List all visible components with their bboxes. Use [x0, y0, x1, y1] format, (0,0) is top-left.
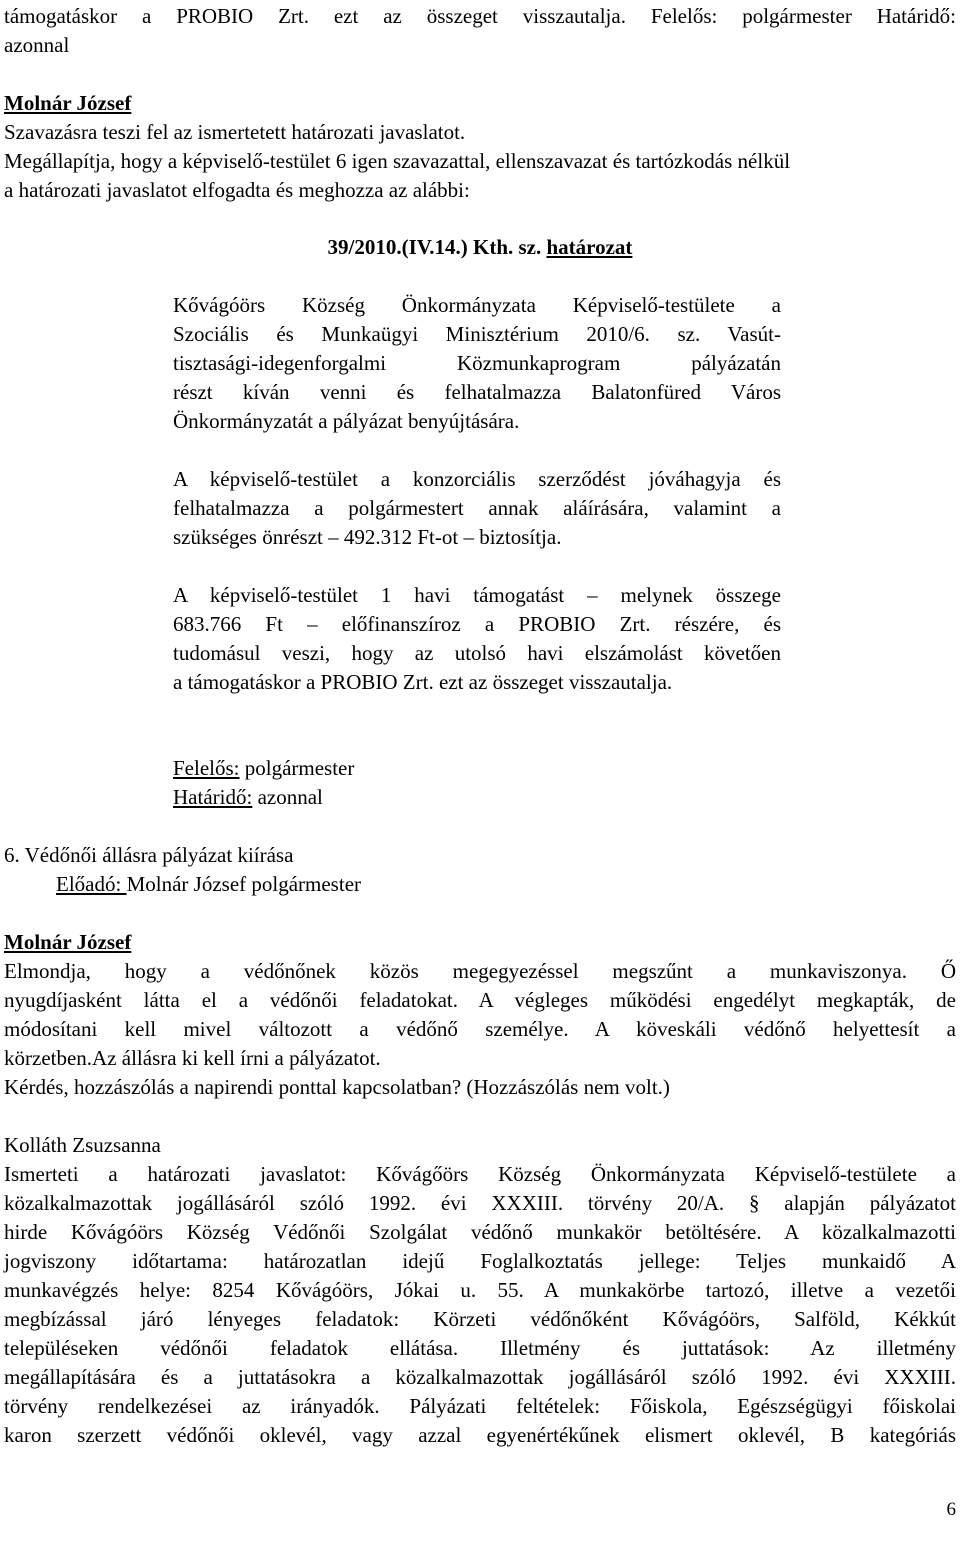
agenda-item-title: 6. Védőnői állásra pályázat kiírása [4, 843, 294, 867]
speaker-text-line: karon szerzett védőnői oklevél, vagy azzal egyenértékűnek elismert oklevél, B kategóriás [4, 1423, 956, 1447]
deadline-label: Határidő: [173, 785, 253, 809]
responsible-label: Felelős: [173, 756, 240, 780]
resolution-line: tudomásul veszi, hogy az utolsó havi elszámolást követően [173, 641, 781, 665]
speaker-text-line: Szavazásra teszi fel az ismertetett határozati javaslatot. [4, 120, 466, 144]
resolution-paragraph-1 [173, 291, 781, 436]
resolution-line: szükséges önrészt – 492.312 Ft-ot – biztosítja. [173, 525, 562, 549]
resolution-line: Szociális és Munkaügyi Minisztérium 2010/6. sz. Vasút- [173, 322, 781, 346]
resolution-paragraph-2 [173, 465, 781, 552]
resolution-title [0, 233, 960, 262]
resolution-line: A képviselő-testület a konzorciális szerződést jóváhagyja és [173, 467, 781, 491]
resolution-line: tisztasági-idegenforgalmi Közmunkaprogram pályázatán [173, 351, 781, 375]
presenter-label: Előadó: [56, 872, 127, 896]
responsible-line [173, 754, 354, 783]
speaker-name: Kolláth Zsuzsanna [4, 1133, 161, 1157]
resolution-line: Önkormányzatát a pályázat benyújtására. [173, 409, 520, 433]
resolution-paragraph-3 [173, 581, 781, 697]
speaker-text-line: jogviszony időtartama: határozatlan idejű Foglalkoztatás jellege: Teljes munkaidő A [4, 1249, 956, 1273]
top-line-2: azonnal [4, 33, 70, 57]
speaker-name: Molnár József [4, 91, 132, 115]
deadline-value: azonnal [252, 785, 323, 809]
speaker-text-line: hirde Kővágóörs Község Védőnői Szolgálat védőnő munkakör betöltésére. A közalkalmazotti [4, 1220, 956, 1244]
speaker-text-line: megállapítására és a juttatásokra a közalkalmazottak jogállásáról szóló 1992. évi XXXIII. [4, 1365, 956, 1389]
speaker-text-line: körzetben.Az állásra ki kell írni a pályázatot. [4, 1046, 381, 1070]
resolution-line: A képviselő-testület 1 havi támogatást – melynek összege [173, 583, 781, 607]
speaker-text-line: munkavégzés helye: 8254 Kővágóörs, Jókai u. 55. A munkakörbe tartozó, illetve a vezetői [4, 1278, 956, 1302]
resolution-line: 683.766 Ft – előfinanszíroz a PROBIO Zrt. részére, és [173, 612, 781, 636]
speaker-text-line: megbízással járó lényeges feladatok: Körzeti védőnőként Kővágóörs, Salföld, Kékkút [4, 1307, 956, 1331]
resolution-line: felhatalmazza a polgármestert annak aláírására, valamint a [173, 496, 781, 520]
speaker-text-line: törvény rendelkezései az irányadók. Pályázati feltételek: Főiskola, Egészségügyi főiskolai [4, 1394, 956, 1418]
speaker-text-line: Elmondja, hogy a védőnőnek közös megegyezéssel megszűnt a munkaviszonya. Ő [4, 959, 956, 983]
speaker-text-line: Ismerteti a határozati javaslatot: Kővágőörs Község Önkormányzata Képviselő-testülete a [4, 1162, 956, 1186]
resolution-label: határozat [546, 235, 633, 259]
speaker-text-line: közalkalmazottak jogállásáról szóló 1992. évi XXXIII. törvény 20/A. § alapján pályázatot [4, 1191, 956, 1215]
speaker-text-line: módosítani kell mivel változott a védőnő személye. A köveskáli védőnő helyettesít a [4, 1017, 956, 1041]
speaker-text-line: Megállapítja, hogy a képviselő-testület 6 igen szavazattal, ellenszavazat és tartózkodás nélkül [4, 149, 791, 173]
page-number: 6 [946, 1499, 956, 1520]
presenter-value: Molnár József polgármester [126, 872, 362, 896]
presenter-line [56, 870, 361, 899]
responsible-value: polgármester [239, 756, 355, 780]
top-line-1: támogatáskor a PROBIO Zrt. ezt az összeget visszautalja. Felelős: polgármester Határidő: [4, 4, 956, 28]
speaker-name: Molnár József [4, 930, 132, 954]
resolution-number: 39/2010.(IV.14.) Kth. sz. [327, 235, 542, 259]
resolution-line: részt kíván venni és felhatalmazza Balatonfüred Város [173, 380, 781, 404]
speaker-text-line: településeken védőnői feladatok ellátása. Illetmény és juttatások: Az illetmény [4, 1336, 956, 1360]
speaker-text-line: a határozati javaslatot elfogadta és meghozza az alábbi: [4, 178, 470, 202]
resolution-line: a támogatáskor a PROBIO Zrt. ezt az összeget visszautalja. [173, 670, 673, 694]
question-line: Kérdés, hozzászólás a napirendi ponttal kapcsolatban? (Hozzászólás nem volt.) [4, 1075, 670, 1099]
speaker-text-line: nyugdíjasként látta el a védőnői feladatokat. A végleges működési engedélyt megkapták, de [4, 988, 956, 1012]
deadline-line [173, 783, 323, 812]
resolution-line: Kővágóörs Község Önkormányzata Képviselő-testülete a [173, 293, 781, 317]
